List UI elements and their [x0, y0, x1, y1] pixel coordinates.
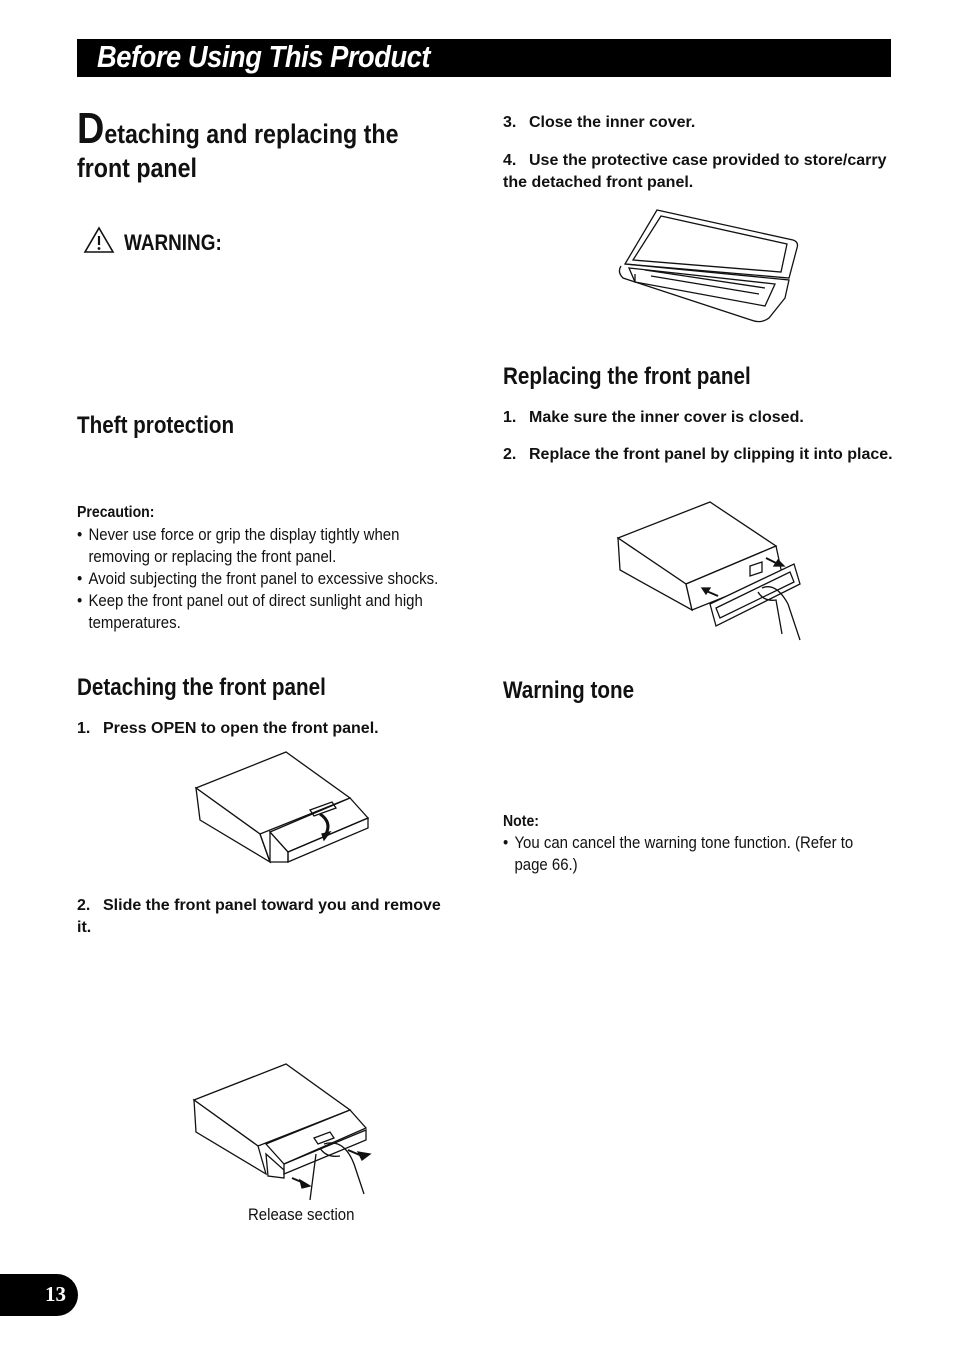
open-panel-illustration	[190, 748, 375, 868]
section-title-text: etaching and replacing the front panel	[77, 119, 399, 183]
detach-step-2	[77, 895, 447, 939]
step-text: Press OPEN to open the front panel.	[103, 720, 379, 737]
page-header-title: Before Using This Product	[97, 39, 431, 74]
step-number: 1.	[77, 720, 91, 737]
section-title	[77, 104, 421, 185]
page-number: 13	[45, 1282, 66, 1306]
step-number: 3.	[503, 114, 517, 131]
note-label: Note:	[503, 813, 539, 830]
drop-cap: D	[77, 104, 105, 153]
precaution-item: • Keep the front panel out of direct sunlight and high temperatures.	[77, 590, 455, 634]
replace-step-1	[503, 407, 898, 429]
note-list	[503, 832, 881, 876]
warning-triangle-icon	[83, 226, 115, 254]
step-text: Slide the front panel toward you and remove it.	[77, 897, 441, 936]
detach-step-1	[77, 718, 457, 740]
detaching-heading: Detaching the front panel	[77, 674, 326, 701]
step-text: Use the protective case provided to store/carry the detached front panel.	[503, 152, 887, 191]
replacing-heading: Replacing the front panel	[503, 363, 751, 390]
release-section-caption: Release section	[248, 1205, 355, 1224]
step-number: 1.	[503, 409, 517, 426]
detach-step-3	[503, 112, 893, 134]
header-bar	[77, 39, 891, 77]
step-number: 2.	[503, 446, 517, 463]
step-text: Replace the front panel by clipping it into place.	[529, 446, 893, 463]
replace-panel-illustration	[614, 498, 804, 643]
page-number-tab	[0, 1274, 78, 1316]
precaution-item: • Never use force or grip the display tightly when removing or replacing the front panel.	[77, 524, 455, 568]
step-text: Close the inner cover.	[529, 114, 696, 131]
step-number: 2.	[77, 897, 91, 914]
replace-step-2	[503, 444, 898, 466]
theft-protection-heading: Theft protection	[77, 412, 235, 439]
step-text: Make sure the inner cover is closed.	[529, 409, 804, 426]
precaution-list	[77, 524, 455, 634]
warning-tone-heading: Warning tone	[503, 677, 635, 704]
note-item: • You can cancel the warning tone function. (Refer to page 66.)	[503, 832, 881, 876]
detach-step-4	[503, 150, 893, 194]
release-panel-illustration	[188, 1060, 378, 1200]
precaution-item: • Avoid subjecting the front panel to excessive shocks.	[77, 568, 455, 590]
precaution-label: Precaution:	[77, 504, 155, 521]
step-number: 4.	[503, 152, 517, 169]
warning-label: WARNING:	[124, 230, 222, 255]
protective-case-illustration	[615, 202, 805, 327]
